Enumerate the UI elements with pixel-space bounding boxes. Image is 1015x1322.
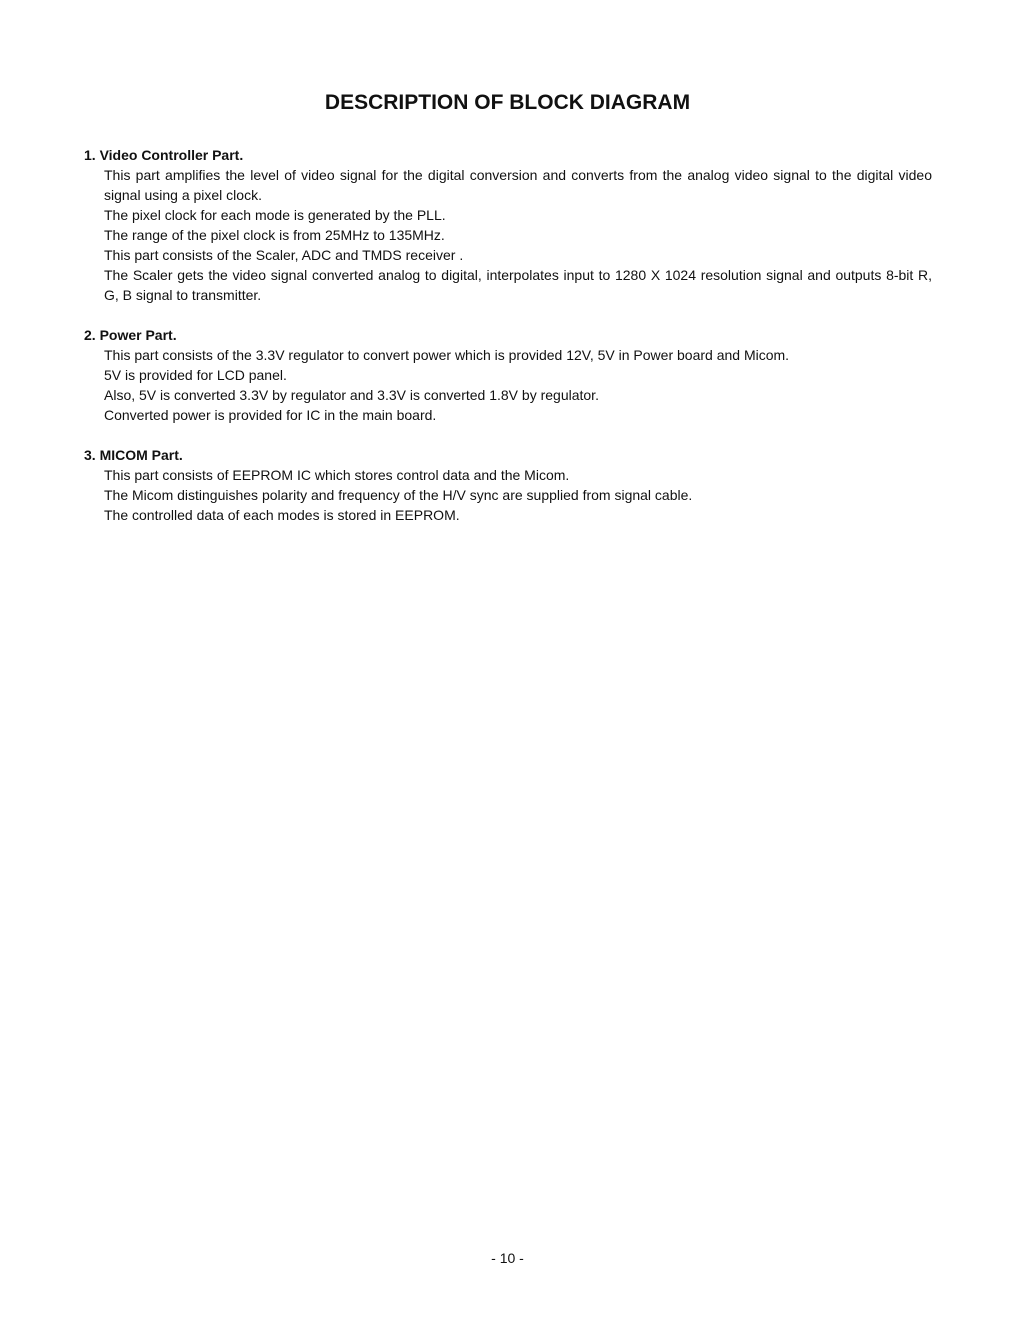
- document-body: [84, 145, 932, 545]
- section-power: [84, 325, 932, 425]
- section-body: [104, 345, 932, 425]
- section-micom: [84, 445, 932, 525]
- paragraph: 5V is provided for LCD panel.: [104, 367, 287, 383]
- paragraph: This part consists of the 3.3V regulator to convert power which is provided 12V, 5V in Power board and Micom.: [104, 347, 790, 363]
- paragraph: The Micom distinguishes polarity and frequency of the H/V sync are supplied from signal cable.: [104, 487, 693, 503]
- section-heading: 3. MICOM Part.: [84, 447, 183, 463]
- page-number: - 10 -: [491, 1250, 524, 1266]
- paragraph: The Scaler gets the video signal converted analog to digital, interpolates input to 1280 X 1024 resolution signal and outputs 8-bit R, G, B signal to transmitter.: [104, 267, 932, 303]
- paragraph: This part consists of the Scaler, ADC and TMDS receiver .: [104, 247, 464, 263]
- paragraph: The controlled data of each modes is stored in EEPROM.: [104, 507, 460, 523]
- paragraph: Also, 5V is converted 3.3V by regulator and 3.3V is converted 1.8V by regulator.: [104, 387, 599, 403]
- paragraph: This part consists of EEPROM IC which stores control data and the Micom.: [104, 467, 570, 483]
- section-body: [104, 165, 932, 305]
- section-heading: 2. Power Part.: [84, 327, 177, 343]
- section-heading: 1. Video Controller Part.: [84, 147, 244, 163]
- paragraph: Converted power is provided for IC in the main board.: [104, 407, 437, 423]
- page-title: DESCRIPTION OF BLOCK DIAGRAM: [324, 91, 691, 114]
- section-body: [104, 465, 932, 525]
- paragraph: This part amplifies the level of video signal for the digital conversion and converts from the analog video signal to the digital video signal using a pixel clock.: [104, 167, 932, 203]
- paragraph: The pixel clock for each mode is generated by the PLL.: [104, 207, 446, 223]
- paragraph: The range of the pixel clock is from 25MHz to 135MHz.: [104, 227, 445, 243]
- section-video-controller: [84, 145, 932, 305]
